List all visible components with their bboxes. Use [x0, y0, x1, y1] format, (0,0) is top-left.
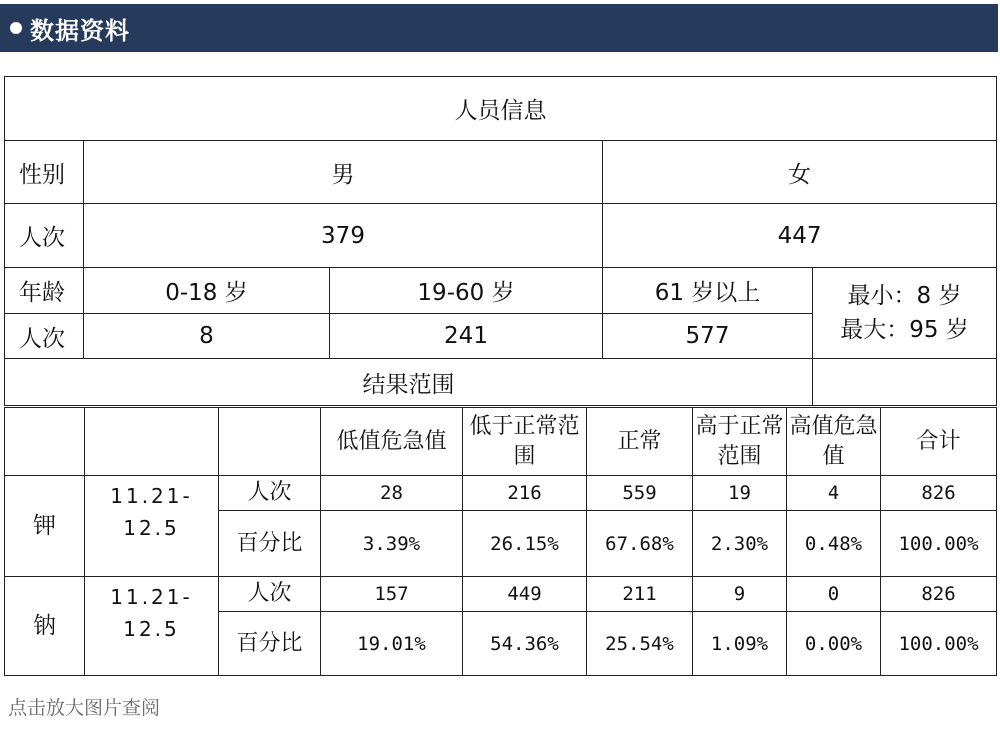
- count-cell: 559: [587, 476, 693, 511]
- count-cell: 9: [693, 577, 787, 612]
- person-info-title: 人员信息: [5, 77, 997, 141]
- col-header: 合计: [881, 408, 997, 476]
- metric-label: 人次: [219, 577, 321, 612]
- results-title: 结果范围: [5, 359, 813, 406]
- max-age: 最大：95 岁: [840, 317, 969, 343]
- metric-label: 百分比: [219, 612, 321, 676]
- metric-label: 人次: [219, 476, 321, 511]
- col-header: 高于正常范围: [693, 408, 787, 476]
- metric-label: 百分比: [219, 511, 321, 577]
- header-empty: [219, 408, 321, 476]
- female-count: 447: [603, 204, 997, 268]
- pct-cell: 0.48%: [787, 511, 881, 577]
- pct-cell: 26.15%: [463, 511, 587, 577]
- male-label: 男: [84, 141, 603, 204]
- empty-cell: [813, 359, 997, 406]
- section-title: 数据资料: [30, 16, 130, 45]
- age-group: 0-18 岁: [84, 268, 330, 314]
- pct-cell: 1.09%: [693, 612, 787, 676]
- female-label: 女: [603, 141, 997, 204]
- age-group: 19-60 岁: [330, 268, 603, 314]
- table-row: [5, 577, 997, 612]
- count-cell: 826: [881, 577, 997, 612]
- col-header: 高值危急值: [787, 408, 881, 476]
- section-header: [0, 4, 998, 52]
- header-empty: [5, 408, 85, 476]
- count-cell: 216: [463, 476, 587, 511]
- age-count: 241: [330, 314, 603, 359]
- age-count: 8: [84, 314, 330, 359]
- pct-cell: 19.01%: [321, 612, 463, 676]
- col-header: 低于正常范围: [463, 408, 587, 476]
- age-min-max: [813, 268, 997, 359]
- item-name: 钠: [5, 577, 85, 676]
- zoom-image-link[interactable]: 点击放大图片查阅: [8, 697, 161, 719]
- pct-cell: 67.68%: [587, 511, 693, 577]
- pct-cell: 25.54%: [587, 612, 693, 676]
- period: 11.21-12.5: [85, 476, 219, 577]
- pct-cell: 2.30%: [693, 511, 787, 577]
- age-count: 577: [603, 314, 813, 359]
- bullet-icon: [10, 22, 22, 34]
- count-cell: 157: [321, 577, 463, 612]
- pct-cell: 100.00%: [881, 511, 997, 577]
- count-cell: 211: [587, 577, 693, 612]
- col-header: 低值危急值: [321, 408, 463, 476]
- period: 11.21-12.5: [85, 577, 219, 676]
- gender-label: 性别: [5, 141, 84, 204]
- results-table: [4, 407, 997, 676]
- count-label: 人次: [5, 204, 84, 268]
- count-cell: 4: [787, 476, 881, 511]
- count-cell: 826: [881, 476, 997, 511]
- pct-cell: 3.39%: [321, 511, 463, 577]
- pct-cell: 54.36%: [463, 612, 587, 676]
- male-count: 379: [84, 204, 603, 268]
- table-row: [5, 476, 997, 511]
- age-count-label: 人次: [5, 314, 84, 359]
- age-group: 61 岁以上: [603, 268, 813, 314]
- pct-cell: 100.00%: [881, 612, 997, 676]
- min-age: 最小：8 岁: [847, 283, 962, 309]
- pct-cell: 0.00%: [787, 612, 881, 676]
- count-cell: 0: [787, 577, 881, 612]
- count-cell: 28: [321, 476, 463, 511]
- count-cell: 19: [693, 476, 787, 511]
- header-empty: [85, 408, 219, 476]
- item-name: 钾: [5, 476, 85, 577]
- count-cell: 449: [463, 577, 587, 612]
- age-label: 年龄: [5, 268, 84, 314]
- col-header: 正常: [587, 408, 693, 476]
- person-info-table: [4, 76, 997, 406]
